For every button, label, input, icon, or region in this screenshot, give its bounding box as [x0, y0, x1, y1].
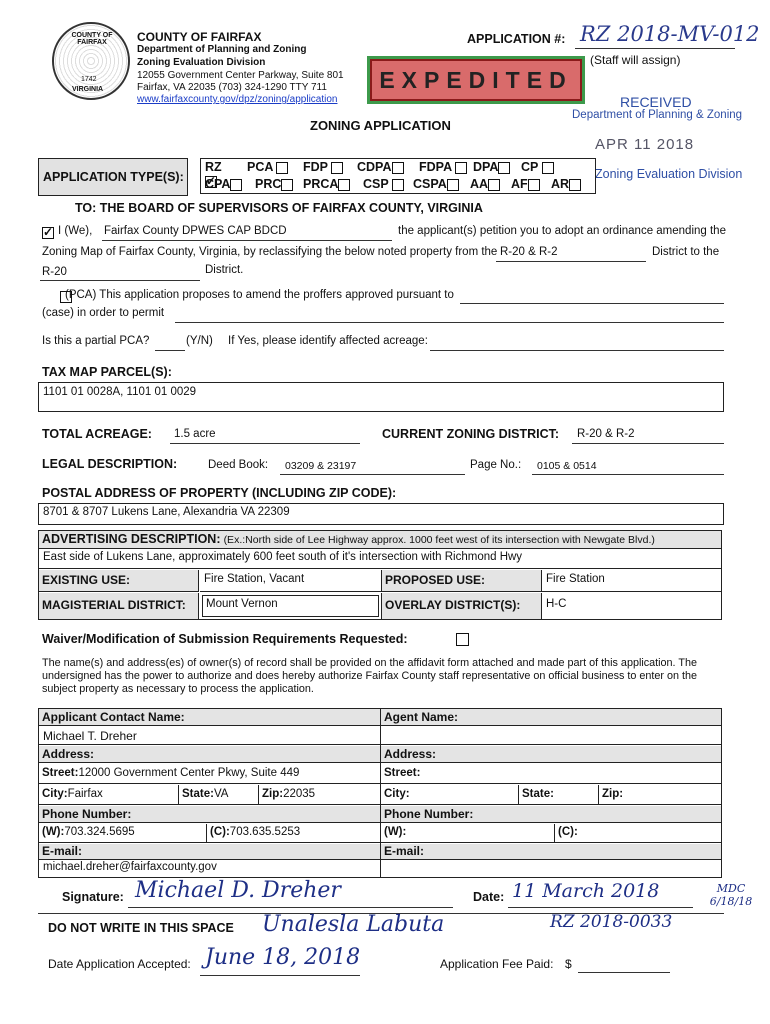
advertising-label: ADVERTISING DESCRIPTION: [42, 532, 221, 546]
magisterial-district-inner: Mount Vernon [202, 595, 379, 617]
to-board-heading: TO: THE BOARD OF SUPERVISORS OF FAIRFAX COUNTY, VIRGINIA [75, 201, 483, 215]
waiver-label: Waiver/Modification of Submission Requirements Requested: [42, 632, 408, 646]
existing-use-field[interactable]: Fire Station, Vacant [200, 570, 382, 592]
applicant-zip-field[interactable] [259, 785, 380, 805]
tax-map-field[interactable] [38, 382, 724, 412]
existing-use-label: EXISTING USE: [39, 570, 199, 592]
type-prc-checkbox[interactable] [281, 179, 293, 191]
case-text: (case) in order to permit [42, 307, 165, 319]
type-cpa-label: CPA [205, 177, 231, 191]
applicant-state-field[interactable] [179, 785, 259, 805]
type-cpa-checkbox[interactable] [230, 179, 242, 191]
agent-name-field[interactable] [381, 727, 721, 745]
applicant-city-field[interactable] [39, 785, 179, 805]
partial-pca-question: Is this a partial PCA? [42, 335, 150, 347]
total-acreage-field[interactable]: 1.5 acre [174, 428, 216, 440]
affected-acreage-field[interactable] [430, 350, 724, 351]
type-cdpa[interactable] [357, 160, 404, 174]
yn-text: (Y/N) [186, 335, 213, 347]
case-permit-line[interactable] [175, 322, 724, 323]
received-stamp-division: Zoning Evaluation Division [595, 167, 743, 181]
agent-state-field[interactable]: State: [519, 785, 599, 805]
type-prca[interactable] [303, 177, 350, 191]
date-accepted-line [200, 975, 360, 976]
type-csp-label: CSP [363, 177, 389, 191]
date-accepted-label: Date Application Accepted: [48, 957, 191, 971]
waiver-checkbox[interactable] [456, 633, 469, 646]
dept-city-phone: Fairfax, VA 22035 (703) 324-1290 TTY 711 [137, 82, 327, 93]
date-label: Date: [473, 890, 505, 904]
type-aa[interactable] [470, 177, 500, 191]
advertising-header-row [39, 531, 721, 549]
we-prefix: I (We), [58, 225, 93, 237]
current-zoning-line [572, 443, 724, 444]
agent-work-phone-field[interactable]: (W): [381, 824, 555, 843]
received-stamp-label: RECEIVED [620, 94, 692, 110]
page-title: ZONING APPLICATION [310, 118, 451, 133]
to-district-line [40, 280, 200, 281]
magisterial-district-field[interactable] [200, 593, 382, 619]
application-number-label: APPLICATION #: [467, 32, 566, 46]
received-stamp-date: APR 11 2018 [595, 136, 695, 153]
type-fdp-checkbox[interactable] [331, 162, 343, 174]
applicant-state-value: VA [213, 788, 229, 800]
applicant-city-value: Fairfax [67, 788, 103, 800]
type-cp[interactable] [521, 160, 554, 174]
agent-name-label: Agent Name: [381, 709, 721, 726]
page-no-label: Page No.: [470, 459, 522, 471]
deed-book-line [280, 474, 465, 475]
date-field[interactable]: 11 March 2018 [512, 880, 660, 902]
deed-book-field[interactable]: 03209 & 23197 [285, 460, 357, 472]
type-prca-checkbox[interactable] [338, 179, 350, 191]
agent-email-label: E-mail: [381, 844, 721, 860]
postal-address-value: 8701 & 8707 Lukens Lane, Alexandria VA 22309 [43, 506, 290, 518]
fee-paid-label: Application Fee Paid: [440, 957, 554, 971]
division-name: Zoning Evaluation Division [137, 57, 266, 68]
type-dpa-checkbox[interactable] [498, 162, 510, 174]
agent-street-field[interactable]: Street: [381, 764, 721, 784]
type-cspa[interactable] [413, 177, 459, 191]
agent-cell-phone-field[interactable]: (C): [555, 824, 721, 843]
type-dpa[interactable] [473, 160, 510, 174]
advertising-description-field[interactable] [39, 550, 721, 569]
proposed-use-label: PROPOSED USE: [382, 570, 542, 592]
current-zoning-field[interactable]: R-20 & R-2 [577, 428, 635, 440]
tax-map-label: TAX MAP PARCEL(S): [42, 365, 172, 379]
signature-field[interactable]: Michael D. Dreher [135, 878, 341, 903]
deed-book-label: Deed Book: [208, 459, 269, 471]
type-fdpa-checkbox[interactable] [455, 162, 467, 174]
type-cpa[interactable] [205, 177, 242, 191]
applicant-street-value: 12000 Government Center Pkwy, Suite 449 [78, 767, 300, 779]
overlay-district-field[interactable]: H-C [546, 598, 567, 610]
total-acreage-label: TOTAL ACREAGE: [42, 427, 152, 441]
type-af-label: AF [511, 177, 528, 191]
applicant-contact-field[interactable]: Michael T. Dreher [39, 727, 380, 745]
agent-email-field[interactable] [381, 861, 721, 877]
petition-checkbox[interactable] [42, 227, 54, 239]
pca-text: (PCA) This application proposes to amend the proffers approved pursuant to [65, 289, 454, 301]
type-cdpa-checkbox[interactable] [392, 162, 404, 174]
county-name: COUNTY OF FAIRFAX [137, 30, 262, 44]
type-cspa-checkbox[interactable] [447, 179, 459, 191]
fee-currency: $ [565, 957, 572, 971]
acreage-question: If Yes, please identify affected acreage: [228, 335, 428, 347]
ownership-paragraph: The name(s) and address(es) of owner(s) of record shall be provided on the affidavit form attached and made part of this application. The undersigned has the power to authorize and does hereby authorize Fairfax County staff representative on official business to enter on the subject property as necessary to process the application. [42, 657, 698, 695]
from-district-field[interactable]: R-20 & R-2 [500, 246, 558, 258]
type-cp-label: CP [521, 160, 539, 174]
partial-pca-field[interactable] [155, 350, 185, 351]
signature-label: Signature: [62, 890, 124, 904]
type-fdpa[interactable] [419, 160, 467, 174]
district-text: District. [205, 264, 244, 276]
applicant-street-label: Street: [42, 767, 79, 779]
pca-proffers-line[interactable] [460, 303, 724, 304]
type-pca[interactable] [247, 160, 288, 174]
staff-initials: MDC 6/18/18 [709, 882, 753, 908]
seal-top-text: COUNTY OF FAIRFAX [71, 32, 113, 46]
legal-description-label: LEGAL DESCRIPTION: [42, 457, 178, 471]
type-fdp[interactable] [303, 160, 343, 174]
county-seal [52, 22, 130, 100]
application-number-line [575, 48, 735, 49]
applicant-work-phone-value: 703.324.5695 [64, 826, 135, 838]
date-line [508, 907, 693, 908]
applicant-name-field[interactable]: Fairfax County DPWES CAP BDCD [104, 225, 287, 237]
applicant-zip-value: 22035 [283, 788, 316, 800]
type-prca-label: PRCA [303, 177, 339, 191]
page-no-line [532, 474, 724, 475]
type-cspa-label: CSPA [413, 177, 447, 191]
advertising-example: (Ex.:North side of Lee Highway approx. 1000 feet west of its intersection with Newgate Blvd.) [223, 534, 655, 546]
signature-line [128, 907, 453, 908]
overlay-district-label: OVERLAY DISTRICT(S): [382, 593, 542, 619]
current-zoning-label: CURRENT ZONING DISTRICT: [382, 427, 560, 441]
received-stamp-dept: Department of Planning & Zoning [572, 109, 743, 121]
fee-paid-field[interactable] [578, 972, 670, 973]
type-ar[interactable] [551, 177, 581, 191]
applicant-cell-phone-field[interactable] [207, 824, 380, 843]
agent-zip-field[interactable]: Zip: [599, 785, 721, 805]
dept-name: Department of Planning and Zoning [137, 44, 307, 55]
applicant-address-label: Address: [39, 746, 380, 763]
application-number: RZ 2018-MV-012 [580, 22, 760, 46]
applicant-name-line [102, 240, 392, 241]
postal-address-field[interactable] [38, 503, 724, 525]
applicant-contact-label: Applicant Contact Name: [39, 709, 380, 726]
type-dpa-label: DPA [473, 160, 499, 174]
tax-map-value: 1101 01 0028A, 1101 01 0029 [43, 386, 197, 398]
agent-city-field[interactable]: City: [381, 785, 519, 805]
type-pca-label: PCA [247, 160, 273, 174]
application-type-box [38, 158, 188, 196]
type-aa-label: AA [470, 177, 489, 191]
type-ar-label: AR [551, 177, 570, 191]
applicant-phone-label: Phone Number: [39, 806, 380, 823]
type-prc-label: PRC [255, 177, 282, 191]
type-fdpa-label: FDPA [419, 160, 452, 174]
type-cp-checkbox[interactable] [542, 162, 554, 174]
advertising-description-value: East side of Lukens Lane, approximately 600 feet south of it's intersection with Richmond Hwy [43, 551, 523, 563]
application-type-label: APPLICATION TYPE(S): [43, 170, 184, 184]
applicant-email-field[interactable]: michael.dreher@fairfaxcounty.gov [43, 861, 217, 873]
type-prc[interactable] [255, 177, 293, 191]
applicant-street-field[interactable] [39, 764, 380, 784]
from-district-line [496, 261, 646, 262]
proposed-use-field[interactable]: Fire Station [542, 570, 721, 592]
type-csp-checkbox[interactable] [392, 179, 404, 191]
postal-address-label: POSTAL ADDRESS OF PROPERTY (INCLUDING ZIP CODE): [42, 486, 397, 500]
type-rz-label: RZ [205, 160, 222, 174]
to-district-field[interactable]: R-20 [42, 266, 67, 278]
magisterial-district-label: MAGISTERIAL DISTRICT: [39, 593, 199, 619]
seal-year: 1742 [81, 76, 97, 83]
rz-number-handwritten: RZ 2018-0033 [550, 912, 673, 932]
type-aa-checkbox[interactable] [488, 179, 500, 191]
applicant-work-phone-field[interactable] [39, 824, 207, 843]
staff-assign-note: (Staff will assign) [590, 53, 681, 67]
staff-signature: Unalesla Labuta [262, 912, 445, 937]
type-ar-checkbox[interactable] [569, 179, 581, 191]
date-accepted-field[interactable]: June 18, 2018 [205, 945, 361, 970]
total-acreage-line [170, 443, 360, 444]
dept-url-link[interactable]: www.fairfaxcounty.gov/dpz/zoning/application [137, 94, 338, 105]
type-csp[interactable] [363, 177, 404, 191]
we-suffix: the applicant(s) petition you to adopt an ordinance amending the [398, 225, 726, 237]
page-no-field[interactable]: 0105 & 0514 [537, 460, 597, 472]
type-fdp-label: FDP [303, 160, 328, 174]
map-text: Zoning Map of Fairfax County, Virginia, by reclassifying the below noted property from the [42, 246, 498, 258]
expedited-stamp [367, 56, 585, 104]
dept-address: 12055 Government Center Parkway, Suite 801 [137, 70, 344, 81]
agent-phone-label: Phone Number: [381, 806, 721, 823]
expedited-text: EXPEDITED [370, 59, 582, 101]
type-cdpa-label: CDPA [357, 160, 392, 174]
do-not-write-label: DO NOT WRITE IN THIS SPACE [48, 921, 234, 935]
applicant-work-phone-label: (W): [42, 826, 65, 838]
type-af[interactable] [511, 177, 540, 191]
applicant-cell-phone-label: (C): [210, 826, 230, 838]
agent-address-label: Address: [381, 746, 721, 763]
district-to-text: District to the [652, 246, 720, 258]
applicant-state-label: State: [182, 788, 214, 800]
applicant-email-label: E-mail: [39, 844, 380, 860]
type-af-checkbox[interactable] [528, 179, 540, 191]
applicant-cell-phone-value: 703.635.5253 [229, 826, 301, 838]
type-pca-checkbox[interactable] [276, 162, 288, 174]
seal-state-text: VIRGINIA [72, 86, 104, 93]
applicant-zip-label: Zip: [262, 788, 284, 800]
applicant-city-label: City: [42, 788, 68, 800]
